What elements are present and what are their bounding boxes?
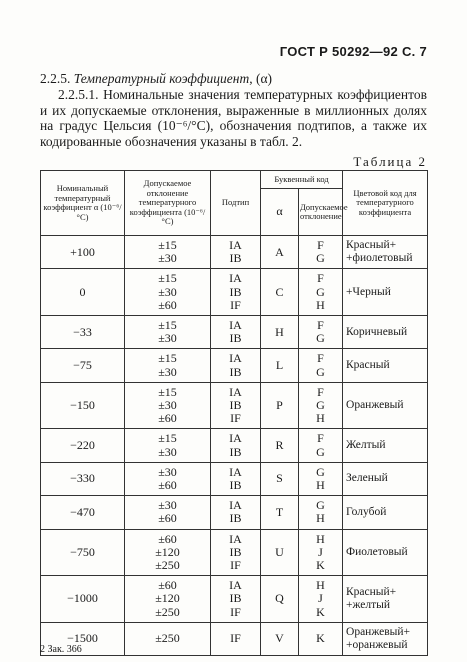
cell-subtype-line: IB [229,398,242,413]
cell-code-line: H [316,511,325,526]
cell-subtype-line: IA [229,271,242,286]
section-title-text: Температурный коэффициент [73,71,250,86]
cell-code-line: F [317,318,324,333]
cell-tol [125,429,211,462]
cell-subtype [211,529,261,576]
cell-subtype-line: IA [229,351,242,366]
cell-tol-line: ±250 [155,604,180,619]
cell-color [343,269,428,316]
cell-tol-line: ±60 [158,578,177,593]
cell-code-line: G [316,498,325,513]
cell-subtype [211,622,261,655]
cell-code [299,496,343,529]
cell-code [299,529,343,576]
header-tolerance: Допускаемое отклонение температурного коэффициента (10⁻⁶/°C) [125,171,211,236]
cell-tol [125,269,211,316]
cell-tol [125,316,211,349]
cell-color [343,382,428,429]
cell-code [299,462,343,495]
cell-tol [125,236,211,269]
cell-code-line: F [317,238,324,252]
cell-tol-line: ±30 [158,251,177,266]
cell-subtype-line: IA [229,431,242,446]
cell-color-line: Оранжевый+ [346,625,411,638]
cell-color-line: Красный [346,359,390,372]
cell-code-line: G [316,398,325,413]
table-row [41,622,428,655]
cell-tol-line: ±60 [158,478,177,493]
cell-color-line: Желтый [346,439,386,452]
cell-subtype-line: IB [229,251,242,266]
header-tol-code: Допускаемое отклонение [299,189,343,236]
cell-subtype-line: IF [230,604,241,619]
cell-color [343,622,428,655]
cell-alpha: L [261,349,299,382]
section-number: 2.2.5. [40,71,71,86]
cell-code [299,429,343,462]
header-alpha: α [261,189,299,236]
cell-code [299,269,343,316]
cell-code [299,622,343,655]
cell-code-line: J [318,544,323,559]
table-row [41,496,428,529]
cell-tol-line: ±15 [158,384,177,399]
cell-alpha: Q [261,576,299,623]
cell-color [343,496,428,529]
cell-subtype-line: IA [229,238,242,252]
cell-subtype-line: IF [230,558,241,573]
cell-color [343,576,428,623]
cell-subtype-line: IB [229,364,242,379]
cell-nominal: −1500 [41,622,125,655]
cell-subtype [211,269,261,316]
cell-color-line: Красный+ [346,585,397,598]
cell-tol [125,529,211,576]
cell-tol-line: ±15 [158,431,177,446]
cell-tol-line: ±120 [155,591,180,606]
cell-tol-line: ±15 [158,238,177,252]
header-color: Цветовой код для температурного коэффициента [343,171,428,236]
cell-tol-line: ±60 [158,531,177,546]
cell-tol [125,496,211,529]
cell-code-line: H [316,478,325,493]
cell-alpha: A [261,236,299,269]
cell-subtype-line: IA [229,531,242,546]
cell-code-line: G [316,331,325,346]
cell-code-line: G [316,251,325,266]
cell-nominal: +100 [41,236,125,269]
cell-code-line: G [316,464,325,479]
cell-alpha: T [261,496,299,529]
cell-tol [125,382,211,429]
cell-subtype-line: IB [229,444,242,459]
cell-alpha: H [261,316,299,349]
cell-subtype-line: IA [229,318,242,333]
table-row [41,236,428,269]
cell-code-line: H [316,531,325,546]
cell-code-line: F [317,431,324,446]
cell-color-line: Оранжевый [346,399,404,412]
table-row [41,316,428,349]
cell-code-line: H [316,297,325,312]
cell-color [343,316,428,349]
cell-code [299,576,343,623]
cell-alpha: R [261,429,299,462]
cell-tol-line: ±60 [158,511,177,526]
cell-nominal: −330 [41,462,125,495]
cell-nominal: 0 [41,269,125,316]
cell-subtype-line: IF [230,411,241,426]
cell-subtype-line: IA [229,498,242,513]
cell-subtype [211,576,261,623]
cell-code-line: F [317,384,324,399]
cell-nominal: −75 [41,349,125,382]
table-row [41,429,428,462]
page-header: ГОСТ Р 50292—92 С. 7 [279,44,427,59]
cell-color [343,349,428,382]
cell-alpha: U [261,529,299,576]
cell-code [299,316,343,349]
table-row [41,349,428,382]
cell-subtype-line: IF [230,631,241,646]
header-nominal: Номинальный температурный коэффициент α (10⁻⁶/°C) [41,171,125,236]
cell-code [299,349,343,382]
cell-subtype-line: IB [229,284,242,299]
paragraph-text: 2.2.5.1. Номинальные значения температурных коэффициентов и их допускаемые отклонения, выраженные в миллионных долях на градус Цельсия (10⁻⁶/°C), обозначения подтипов, а также их кодированные обозначения указаны в табл. 2. [40,87,427,149]
cell-subtype-line: IB [229,591,242,606]
cell-code-line: K [316,558,325,573]
cell-subtype [211,429,261,462]
cell-tol-line: ±250 [155,558,180,573]
cell-color-line: +желтый [346,599,391,612]
cell-subtype-line: IB [229,478,242,493]
table-row [41,382,428,429]
table-row [41,529,428,576]
cell-tol-line: ±15 [158,318,177,333]
cell-tol-line: ±30 [158,284,177,299]
cell-code-line: H [316,411,325,426]
cell-subtype-line: IB [229,544,242,559]
table-body [41,236,428,656]
cell-color-line: +Черный [346,285,391,298]
cell-alpha: S [261,462,299,495]
cell-tol-line: ±15 [158,351,177,366]
cell-subtype-line: IA [229,384,242,399]
cell-tol-line: ±250 [155,631,180,646]
cell-color [343,529,428,576]
coefficients-table [40,170,428,656]
cell-subtype-line: IB [229,331,242,346]
cell-code [299,382,343,429]
paragraph [40,87,427,149]
cell-tol [125,462,211,495]
cell-code-line: J [318,591,323,606]
cell-tol-line: ±30 [158,331,177,346]
cell-color-line: Голубой [346,505,387,518]
table-row [41,269,428,316]
table-row [41,462,428,495]
cell-tol-line: ±15 [158,271,177,286]
cell-color-line: +фиолетовый [346,252,413,265]
cell-tol-line: ±30 [158,398,177,413]
cell-code-line: K [316,631,325,646]
cell-tol-line: ±30 [158,364,177,379]
cell-tol-line: ±30 [158,464,177,479]
cell-tol-line: ±60 [158,297,177,312]
cell-subtype [211,316,261,349]
cell-color-line: Красный+ [346,239,397,251]
cell-alpha: C [261,269,299,316]
cell-tol [125,622,211,655]
cell-subtype [211,236,261,269]
section-title-suffix: (α) [255,71,273,86]
cell-alpha: V [261,622,299,655]
cell-subtype-line: IA [229,578,242,593]
cell-code-line: G [316,364,325,379]
cell-tol-line: ±60 [158,411,177,426]
cell-subtype-line: IB [229,511,242,526]
cell-code-line: H [316,578,325,593]
cell-color-line: +оранжевый [346,639,408,652]
table-caption: Таблица 2 [353,154,427,169]
cell-tol-line: ±30 [158,444,177,459]
cell-color-line: Зеленый [346,472,388,485]
cell-code-line: G [316,284,325,299]
cell-subtype-line: IA [229,464,242,479]
cell-subtype-line: IF [230,297,241,312]
cell-subtype [211,496,261,529]
cell-color [343,462,428,495]
cell-nominal: −220 [41,429,125,462]
cell-code-line: F [317,271,324,286]
cell-nominal: −750 [41,529,125,576]
cell-subtype [211,349,261,382]
cell-nominal: −33 [41,316,125,349]
cell-alpha: P [261,382,299,429]
cell-tol-line: ±120 [155,544,180,559]
cell-nominal: −1000 [41,576,125,623]
cell-subtype [211,382,261,429]
cell-code-line: K [316,604,325,619]
cell-code-line: F [317,351,324,366]
cell-color-line: Фиолетовый [346,545,408,558]
cell-color [343,429,428,462]
cell-code-line: G [316,444,325,459]
section-title-sep: , [249,71,256,86]
cell-code [299,236,343,269]
cell-tol [125,349,211,382]
cell-tol [125,576,211,623]
cell-nominal: −470 [41,496,125,529]
header-letter-code: Буквенный код [261,171,343,189]
cell-color-line: Коричневый [346,325,408,338]
cell-color [343,236,428,269]
header-subtype: Подтип [211,171,261,236]
table-row [41,576,428,623]
cell-subtype [211,462,261,495]
cell-tol-line: ±30 [158,498,177,513]
cell-nominal: −150 [41,382,125,429]
section-title [40,71,427,87]
page-footer: 2 Зак. 366 [40,644,82,655]
